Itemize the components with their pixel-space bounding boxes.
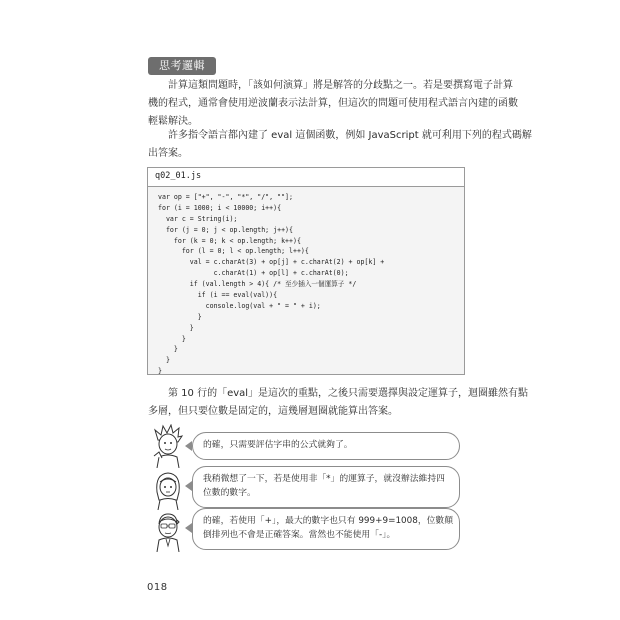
code-filename-header [148, 168, 464, 187]
text-line: 第 10 行的「eval」是這次的重點，之後只需要選擇與設定運算子，迴圈雖然有點 [168, 388, 529, 399]
dialogue-text: 的確，若使用「+」，最大的數字也只有 999+9=1008，位數顛 [203, 516, 454, 526]
code-line: if (i == eval(val)){ [158, 291, 278, 300]
code-line: for (k = 0; k < op.length; k++){ [158, 236, 301, 245]
dialogue-text: 位數的數字。 [203, 488, 256, 498]
code-body [158, 192, 458, 377]
code-line: } [158, 334, 186, 343]
code-line: c.charAt(1) + op[l] + c.charAt(0); [158, 269, 349, 278]
text-line: 出答案。 [148, 148, 188, 159]
dialogue-text: 的確，只需要評估字串的公式就夠了。 [203, 440, 353, 450]
dialogue-text: 倒排列也不會是正確答案。當然也不能使用「-」。 [203, 530, 396, 540]
code-listing [147, 167, 465, 375]
long-hair-character-icon [150, 466, 186, 510]
code-line: } [158, 356, 170, 365]
code-line: for (l = 0; l < op.length; l++){ [158, 247, 309, 256]
code-line: } [158, 312, 202, 321]
page-number: 018 [147, 582, 168, 593]
code-line: } [158, 345, 178, 354]
dialogue-bubble-1 [192, 432, 460, 460]
code-line: val = c.charAt(3) + op[j] + c.charAt(2) + op[k] + [158, 258, 385, 267]
code-line: } [158, 323, 194, 332]
dialogue-text: 我稍微想了一下，若是使用非「*」的運算子，就沒辦法維持四 [203, 474, 445, 484]
text-line: 機的程式，通常會使用逆波蘭表示法計算，但這次的問題可使用程式語言內建的函數 [148, 98, 518, 109]
spiky-hair-character-icon [150, 424, 186, 468]
explanation-paragraph [148, 385, 529, 421]
dialogue-bubble-2 [192, 466, 460, 508]
dialogue-bubble-3 [192, 508, 460, 550]
code-line: console.log(val + " = " + i); [158, 301, 321, 310]
intro-paragraph-2 [148, 127, 532, 163]
glasses-character-icon [150, 508, 186, 552]
section-title-badge: 思考邏輯 [148, 57, 216, 75]
code-line: var c = String(i); [158, 214, 238, 223]
text-line: 多層，但只要位數是固定的，這幾層迴圈就能算出答案。 [148, 406, 398, 417]
code-line: if (val.length > 4){ /* 至少插入一個運算子 */ [158, 280, 357, 289]
code-line: for (i = 1000; i < 10000; i++){ [158, 203, 282, 212]
code-filename: q02_01.js [155, 171, 202, 181]
text-line: 輕鬆解決。 [148, 116, 198, 127]
code-line: for (j = 0; j < op.length; j++){ [158, 225, 293, 234]
intro-paragraph-1 [148, 77, 518, 131]
code-line: var op = ["+", "-", "*", "/", ""]; [158, 193, 293, 201]
text-line: 計算這類問題時，「該如何演算」將是解答的分歧點之一。若是要撰寫電子計算 [168, 80, 513, 91]
text-line: 許多指令語言都內建了 eval 這個函數，例如 JavaScript 就可利用下列的程式碼解 [168, 130, 532, 141]
code-line: } [158, 367, 162, 376]
